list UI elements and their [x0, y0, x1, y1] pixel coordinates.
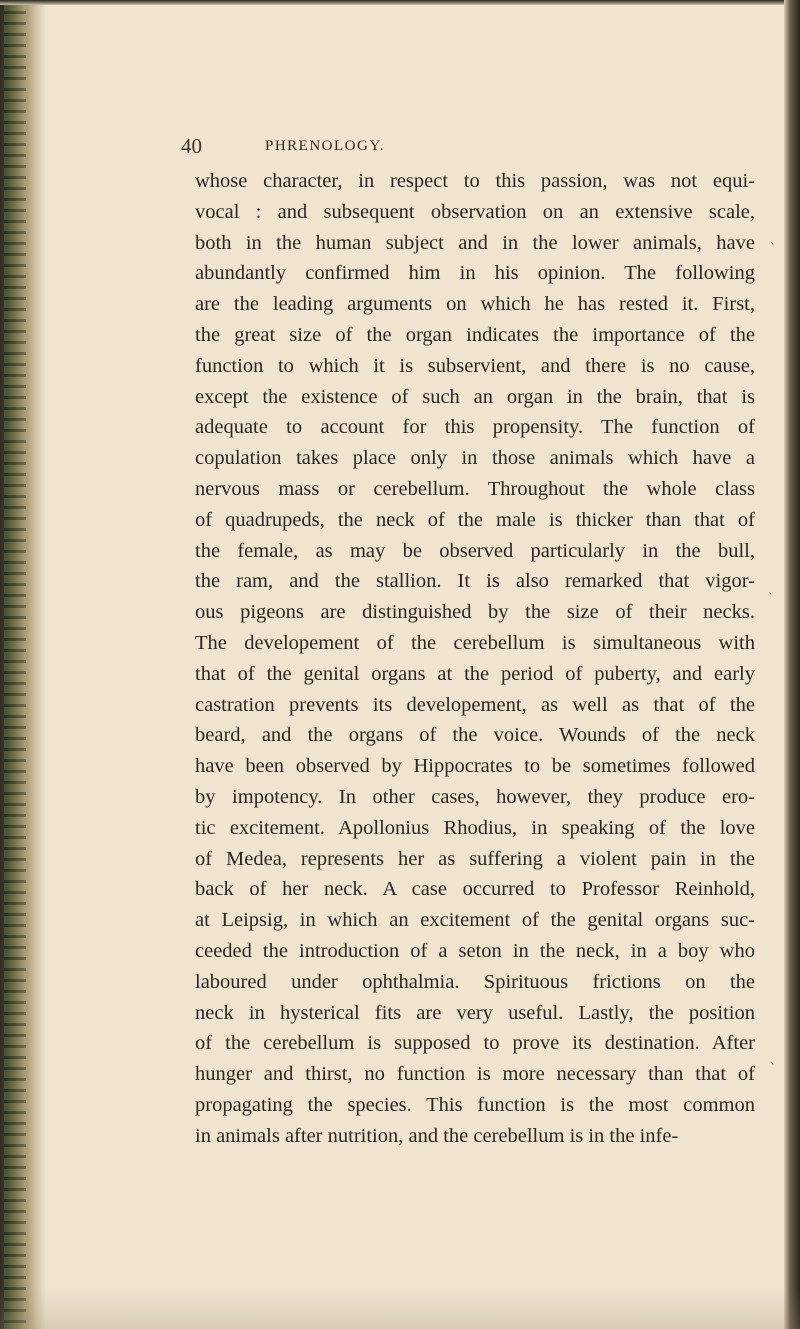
text-line: The developement of the cerebellum is simultaneous with — [195, 631, 755, 654]
text-line: laboured under ophthalmia. Spirituous frictions on the — [195, 970, 755, 993]
page-number: 40 — [181, 134, 202, 158]
top-page-edge — [0, 0, 800, 5]
text-line: vocal : and subsequent observation on an extensive scale, — [195, 200, 755, 223]
text-line: propagating the species. This function is the most common — [195, 1093, 755, 1116]
page-header — [181, 134, 741, 164]
margin-mark: ˎ — [770, 232, 776, 245]
text-line: castration prevents its developement, as well as that of the — [195, 693, 755, 716]
text-line: have been observed by Hippocrates to be sometimes followed — [195, 755, 755, 778]
text-line: except the existence of such an organ in the brain, that is — [195, 385, 755, 408]
right-page-edge — [784, 0, 800, 1329]
text-line: the ram, and the stallion. It is also remarked that vigor- — [195, 570, 755, 593]
bottom-page-shadow — [0, 1289, 800, 1329]
text-line: adequate to account for this propensity. The function of — [195, 416, 755, 439]
text-line: the female, as may be observed particularly in the bull, — [195, 539, 755, 562]
text-line: at Leipsig, in which an excitement of the genital organs suc- — [195, 909, 755, 932]
running-head: PHRENOLOGY. — [265, 138, 385, 154]
text-line: of quadrupeds, the neck of the male is thicker than that of — [195, 508, 755, 531]
text-line: that of the genital organs at the period of puberty, and early — [195, 662, 755, 685]
text-line: are the leading arguments on which he has rested it. First, — [195, 293, 755, 316]
text-line: both in the human subject and in the lower animals, have — [195, 231, 755, 254]
margin-mark: ˎ — [770, 1052, 776, 1065]
text-line: ous pigeons are distinguished by the size of their necks. — [195, 601, 755, 624]
body-text — [195, 166, 755, 1152]
text-line: back of her neck. A case occurred to Professor Reinhold, — [195, 878, 755, 901]
margin-mark: ˎ — [768, 582, 774, 595]
text-line: nervous mass or cerebellum. Throughout the whole class — [195, 477, 755, 500]
text-line: abundantly confirmed him in his opinion. The following — [195, 262, 755, 285]
text-line: the great size of the organ indicates the importance of the — [195, 323, 755, 346]
text-line: beard, and the organs of the voice. Wounds of the neck — [195, 724, 755, 747]
text-line: function to which it is subservient, and there is no cause, — [195, 354, 755, 377]
text-line: whose character, in respect to this passion, was not equi- — [195, 170, 755, 192]
text-line: copulation takes place only in those animals which have a — [195, 447, 755, 470]
binding-stitching — [4, 0, 26, 1329]
text-line: ceeded the introduction of a seton in the neck, in a boy who — [195, 939, 755, 962]
text-line: of Medea, represents her as suffering a violent pain in the — [195, 847, 755, 870]
text-line: in animals after nutrition, and the cerebellum is in the infe- — [195, 1124, 679, 1147]
text-line: by impotency. In other cases, however, they produce ero- — [195, 785, 755, 808]
text-line: neck in hysterical fits are very useful. Lastly, the position — [195, 1001, 755, 1024]
text-line: of the cerebellum is supposed to prove its destination. After — [195, 1032, 755, 1055]
text-line: tic excitement. Apollonius Rhodius, in speaking of the love — [195, 816, 755, 839]
text-line: hunger and thirst, no function is more necessary than that of — [195, 1063, 755, 1086]
